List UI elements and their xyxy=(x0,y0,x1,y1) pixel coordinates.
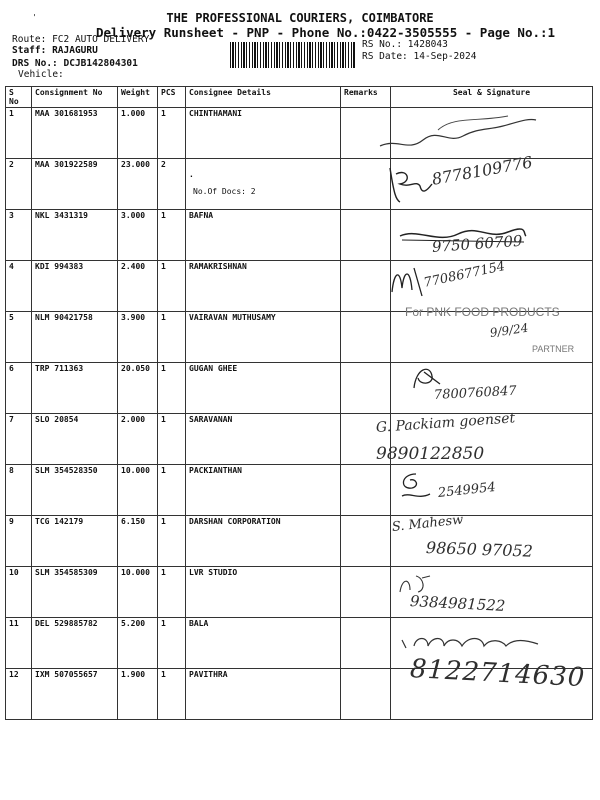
barcode xyxy=(230,42,356,68)
row-remarks xyxy=(341,516,391,567)
row-consignee: BALA xyxy=(186,618,341,669)
signature-number-row12: 8122714630 xyxy=(409,654,586,694)
signature-name-row10: S. Mahesw xyxy=(391,512,465,535)
row-pcs: 2 xyxy=(158,159,186,210)
row-sno: 6 xyxy=(6,363,32,414)
row-remarks xyxy=(341,465,391,516)
company-stamp-row6: For PNK FOOD PRODUCTS xyxy=(405,305,560,319)
signature-scribble-row2 xyxy=(378,108,538,158)
row-consignee: SARAVANAN xyxy=(186,414,341,465)
row-weight: 10.000 xyxy=(118,465,158,516)
row-consignee xyxy=(186,159,341,210)
row-sno: 3 xyxy=(6,210,32,261)
row-consignment: TRP 711363 xyxy=(32,363,118,414)
col-consignment-header: Consignment No xyxy=(32,87,118,108)
row-weight: 2.000 xyxy=(118,414,158,465)
runsheet-subtitle: Delivery Runsheet - PNP - Phone No.:0422-3505555 - Page No.:1 xyxy=(96,25,556,40)
staff-line xyxy=(12,45,98,56)
row-consignment: DEL 529885782 xyxy=(32,618,118,669)
row-pcs: 1 xyxy=(158,465,186,516)
col-consignee-header: Consignee Details xyxy=(186,87,341,108)
col-remarks-header: Remarks xyxy=(341,87,391,108)
row-weight: 6.150 xyxy=(118,516,158,567)
row-weight: 20.050 xyxy=(118,363,158,414)
row-sno: 2 xyxy=(6,159,32,210)
row-sno: 5 xyxy=(6,312,32,363)
row-weight: 3.900 xyxy=(118,312,158,363)
row-consignment: SLM 354528350 xyxy=(32,465,118,516)
row-weight: 1.900 xyxy=(118,669,158,720)
signature-date-row6: 9/9/24 xyxy=(489,320,530,340)
row-pcs: 1 xyxy=(158,312,186,363)
row-consignee: RAMAKRISHNAN xyxy=(186,261,341,312)
row-sno: 4 xyxy=(6,261,32,312)
signature-scribble-row12 xyxy=(398,630,548,654)
drs-line xyxy=(12,58,138,69)
row-pcs: 1 xyxy=(158,516,186,567)
row-consignment: SLO 20854 xyxy=(32,414,118,465)
signature-number-row3: 8778109776 xyxy=(430,152,534,189)
row-weight: 23.000 xyxy=(118,159,158,210)
row-weight: 10.000 xyxy=(118,567,158,618)
col-sno-header: S No xyxy=(6,87,32,108)
table-header-row xyxy=(6,87,593,108)
signature-number-row9: 2549954 xyxy=(437,479,497,501)
row-weight: 1.000 xyxy=(118,108,158,159)
row-remarks xyxy=(341,312,391,363)
row-sno: 12 xyxy=(6,669,32,720)
rs-date-label: RS Date: xyxy=(362,51,408,62)
row-remarks xyxy=(341,210,391,261)
row-weight: 2.400 xyxy=(118,261,158,312)
row-consignment: SLM 354585309 xyxy=(32,567,118,618)
row-consignee: PACKIANTHAN xyxy=(186,465,341,516)
staff-value: RAJAGURU xyxy=(52,45,98,56)
col-weight-header: Weight xyxy=(118,87,158,108)
route-line xyxy=(12,34,149,45)
signature-number-row10: 98650 97052 xyxy=(425,538,534,561)
row-consignment: KDI 994383 xyxy=(32,261,118,312)
drs-value: DCJB142804301 xyxy=(63,58,138,69)
rs-no-value: 1428043 xyxy=(407,39,448,50)
row-remarks xyxy=(341,618,391,669)
row-consignment: IXM 507055657 xyxy=(32,669,118,720)
route-label: Route: xyxy=(12,34,47,45)
row-consignee: VAIRAVAN MUTHUSAMY xyxy=(186,312,341,363)
row-sno: 8 xyxy=(6,465,32,516)
rs-date-line xyxy=(362,51,476,62)
signature-name-row8: G. Packiam goenset xyxy=(375,410,516,436)
row-weight: 3.000 xyxy=(118,210,158,261)
row-sno: 1 xyxy=(6,108,32,159)
company-title: THE PROFESSIONAL COURIERS, COIMBATORE xyxy=(166,11,434,25)
vehicle-label: Vehicle: xyxy=(18,69,64,80)
row-consignee: DARSHAN CORPORATION xyxy=(186,516,341,567)
row-consignment: TCG 142179 xyxy=(32,516,118,567)
row-sno: 7 xyxy=(6,414,32,465)
signature-number-row4: 9750 60709 xyxy=(431,231,524,256)
row-pcs: 1 xyxy=(158,669,186,720)
row-pcs: 1 xyxy=(158,363,186,414)
row-remarks xyxy=(341,669,391,720)
route-value: FC2 AUTO DELIVERY xyxy=(52,34,150,45)
row-pcs: 1 xyxy=(158,261,186,312)
signature-scribble-row3 xyxy=(386,164,436,204)
signature-scribble-row9 xyxy=(396,470,436,506)
table-row xyxy=(6,465,593,516)
row-consignment: NKL 3431319 xyxy=(32,210,118,261)
staff-label: Staff: xyxy=(12,45,47,56)
row-doc-count: No.Of Docs: 2 xyxy=(193,187,256,196)
tick-mark: ' xyxy=(32,13,37,22)
row-pcs: 1 xyxy=(158,567,186,618)
row-consignee: GUGAN GHEE xyxy=(186,363,341,414)
row-pcs: 1 xyxy=(158,108,186,159)
signature-number-row7: 7800760847 xyxy=(433,383,517,403)
row-weight: 5.200 xyxy=(118,618,158,669)
col-pcs-header: PCS xyxy=(158,87,186,108)
row-consignee-name: . xyxy=(189,170,194,179)
row-sno: 11 xyxy=(6,618,32,669)
rs-no-line xyxy=(362,39,448,50)
row-consignment: MAA 301681953 xyxy=(32,108,118,159)
row-pcs: 1 xyxy=(158,414,186,465)
row-consignee: PAVITHRA xyxy=(186,669,341,720)
drs-label: DRS No.: xyxy=(12,58,58,69)
row-sno: 9 xyxy=(6,516,32,567)
rs-no-label: RS No.: xyxy=(362,39,403,50)
row-remarks xyxy=(341,159,391,210)
row-consignment: MAA 301922589 xyxy=(32,159,118,210)
row-consignee: CHINTHAMANI xyxy=(186,108,341,159)
runsheet-table xyxy=(5,86,593,720)
signature-number-row8: 9890122850 xyxy=(376,444,485,464)
signature-scribble-row5 xyxy=(388,262,428,298)
row-pcs: 1 xyxy=(158,618,186,669)
signature-number-row5: 7708677154 xyxy=(422,258,507,291)
stamp-partner-label: PARTNER xyxy=(532,344,575,354)
signature-number-row11: 9384981522 xyxy=(409,592,506,615)
row-remarks xyxy=(341,363,391,414)
rs-date-value: 14-Sep-2024 xyxy=(413,51,477,62)
row-remarks xyxy=(341,567,391,618)
row-pcs: 1 xyxy=(158,210,186,261)
row-consignee: LVR STUDIO xyxy=(186,567,341,618)
row-consignee: BAFNA xyxy=(186,210,341,261)
row-remarks xyxy=(341,261,391,312)
row-consignment: NLM 90421758 xyxy=(32,312,118,363)
col-signature-header: Seal & Signature xyxy=(391,87,593,108)
row-sno: 10 xyxy=(6,567,32,618)
